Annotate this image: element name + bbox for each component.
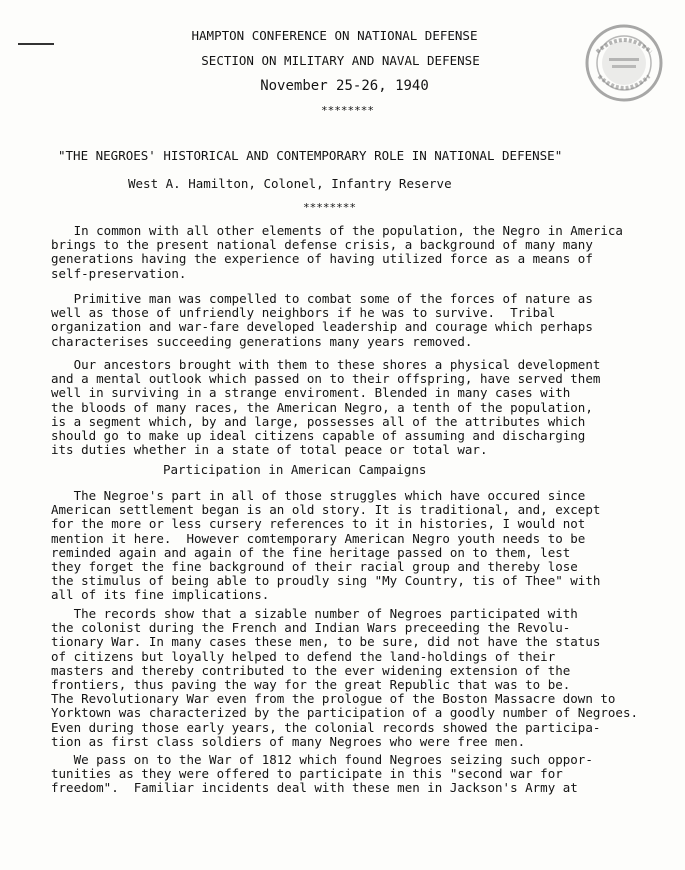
paragraph: The records show that a sizable number of Negroes participated with the colonist during the French and Indian Wars preceeding the Revolu- tionary War. In many cases these men, to be sure, did not have the status of citizens but loyally helped to defend the land-holdings of their masters and thereby contributed to the ever widening extension of the frontiers, thus paving the way for the great Republic that was to be. The Revolutionary War even from the prologue of the Boston Massacre down to Yorktown was characterized by the participation of a goodly number of Negroes. Even during those early years, the colonial records showed the participa- tion as first class soldiers of many Negroes who were free men.	[51, 606, 638, 749]
section-title: SECTION ON MILITARY AND NAVAL DEFENSE	[201, 53, 480, 68]
paragraph: In common with all other elements of the population, the Negro in America brings to the present national defense crisis, a background of many many generations having the experience of having utilized force as a means of self-preservation.	[51, 223, 623, 281]
paper-title: "THE NEGROES' HISTORICAL AND CONTEMPORARY ROLE IN NATIONAL DEFENSE"	[58, 148, 563, 163]
margin-dash-mark	[18, 43, 54, 45]
paragraph: Our ancestors brought with them to these shores a physical development and a mental outlook which passed on to their offspring, have served them well in surviving in a strange enviroment. Blended in many cases with the bloods of many races, the American Negro, a tenth of the population, is a segment which, by and large, possesses all of the attributes which should go to make up ideal citizens capable of assuming and discharging its duties whether in a state of total peace or total war.	[51, 357, 601, 458]
section-heading: Participation in American Campaigns	[163, 462, 427, 477]
title-separator: ********	[303, 201, 356, 214]
paragraph: The Negroe's part in all of those struggles which have occured since American settlement began is an old story. It is traditional, and, except for the more or less cursery references to it in histories, I would not mention it here. However comtemporary American Negro youth needs to be reminded again and again of the fine heritage passed on to them, lest they forget the fine background of their racial group and thereby lose the stimulus of being able to proudly sing "My Country, tis of Thee" with all of its fine implications.	[51, 488, 601, 603]
paragraph: We pass on to the War of 1812 which found Negroes seizing such oppor- tunities as they were offered to participate in this "second war for freedom". Familiar incidents deal with these men in Jackson's Army at	[51, 752, 593, 796]
header-separator: ********	[321, 104, 374, 117]
conference-title: HAMPTON CONFERENCE ON NATIONAL DEFENSE	[191, 28, 478, 43]
paragraph: Primitive man was compelled to combat some of the forces of nature as well as those of unfriendly neighbors if he was to survive. Tribal organization and war-fare developed leadership and courage which perhaps characterises succeeding generations many years removed.	[51, 291, 593, 349]
conference-date: November 25-26, 1940	[260, 78, 429, 94]
author-line: West A. Hamilton, Colonel, Infantry Reserve	[128, 176, 452, 191]
